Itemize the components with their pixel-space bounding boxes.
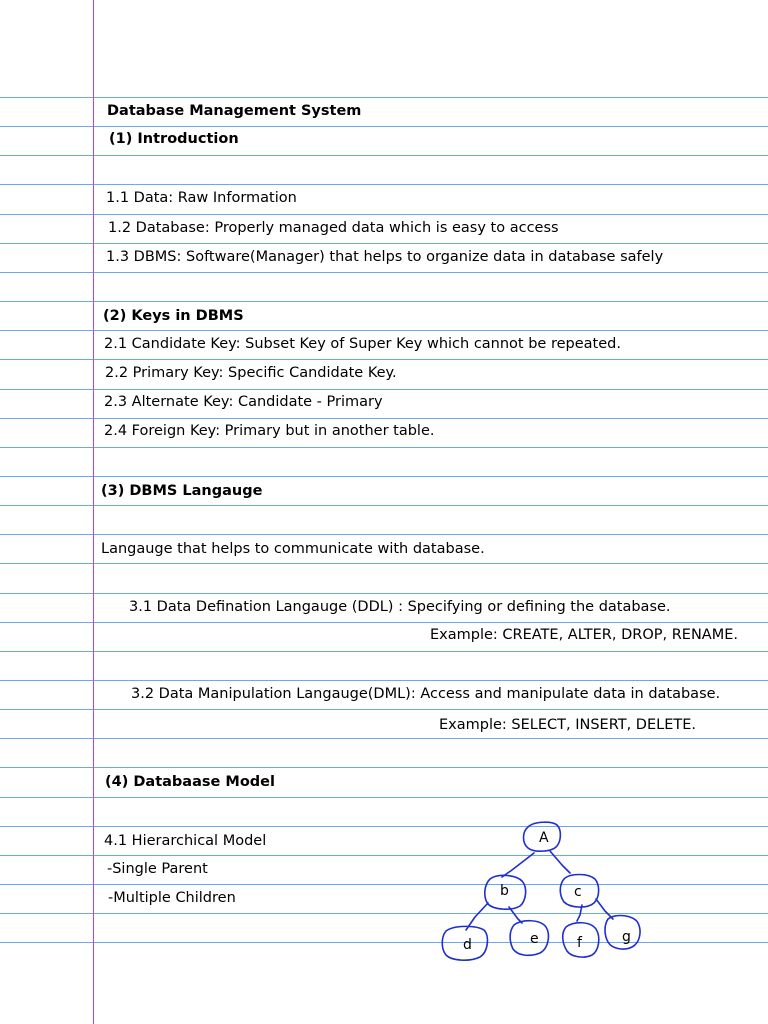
ruled-line	[0, 243, 768, 244]
ruled-line	[0, 622, 768, 623]
tree-node-b: b	[500, 883, 509, 899]
ruled-line	[0, 709, 768, 710]
ruled-line	[0, 330, 768, 331]
section-heading-keys: (2) Keys in DBMS	[103, 308, 244, 324]
ruled-line	[0, 738, 768, 739]
ruled-line	[0, 359, 768, 360]
ruled-line	[0, 826, 768, 827]
intro-item: 1.1 Data: Raw Information	[106, 190, 297, 206]
ruled-line	[0, 447, 768, 448]
dml-definition: 3.2 Data Manipulation Langauge(DML): Access and manipulate data in database.	[131, 686, 721, 702]
section-heading-language: (3) DBMS Langauge	[101, 483, 263, 499]
margin-line	[93, 0, 94, 1024]
ruled-line	[0, 913, 768, 914]
ruled-line	[0, 855, 768, 856]
intro-item: 1.2 Database: Properly managed data which is easy to access	[108, 220, 559, 236]
ruled-line	[0, 593, 768, 594]
ruled-line	[0, 505, 768, 506]
tree-edge	[502, 853, 534, 877]
keys-item: 2.2 Primary Key: Specific Candidate Key.	[105, 365, 397, 381]
keys-item: 2.4 Foreign Key: Primary but in another table.	[104, 423, 435, 439]
ruled-line	[0, 767, 768, 768]
ruled-line	[0, 884, 768, 885]
hierarchical-tree-diagram	[430, 815, 650, 970]
ruled-line	[0, 534, 768, 535]
ruled-line	[0, 272, 768, 273]
ruled-line	[0, 418, 768, 419]
tree-edge	[550, 851, 570, 873]
ruled-line	[0, 301, 768, 302]
tree-node-a: A	[539, 830, 549, 846]
tree-node-d: d	[463, 937, 472, 953]
intro-item: 1.3 DBMS: Software(Manager) that helps to organize data in database safely	[106, 249, 664, 265]
model-item: 4.1 Hierarchical Model	[104, 833, 267, 849]
ruled-line	[0, 389, 768, 390]
model-item: -Multiple Children	[108, 890, 236, 906]
section-heading-model: (4) Databaase Model	[105, 774, 275, 790]
ruled-line	[0, 155, 768, 156]
ruled-line	[0, 797, 768, 798]
tree-node-g: g	[622, 929, 631, 945]
tree-node-c: c	[574, 884, 582, 900]
tree-node-e: e	[530, 931, 539, 947]
ruled-line	[0, 126, 768, 127]
ruled-line	[0, 97, 768, 98]
ddl-example: Example: CREATE, ALTER, DROP, RENAME.	[430, 627, 739, 643]
language-description: Langauge that helps to communicate with database.	[101, 541, 485, 557]
tree-edge	[596, 899, 613, 919]
keys-item: 2.3 Alternate Key: Candidate - Primary	[104, 394, 383, 410]
tree-node-f: f	[577, 935, 582, 951]
ruled-line	[0, 214, 768, 215]
keys-item: 2.1 Candidate Key: Subset Key of Super Key which cannot be repeated.	[104, 336, 621, 352]
ruled-line	[0, 184, 768, 185]
ruled-line	[0, 476, 768, 477]
ruled-line	[0, 942, 768, 943]
ruled-line	[0, 563, 768, 564]
ruled-line	[0, 651, 768, 652]
ddl-definition: 3.1 Data Defination Langauge (DDL) : Specifying or defining the database.	[129, 599, 671, 615]
ruled-line	[0, 680, 768, 681]
section-heading-introduction: (1) Introduction	[109, 131, 239, 147]
model-item: -Single Parent	[107, 861, 208, 877]
dml-example: Example: SELECT, INSERT, DELETE.	[439, 717, 696, 733]
page-title: Database Management System	[107, 103, 362, 119]
